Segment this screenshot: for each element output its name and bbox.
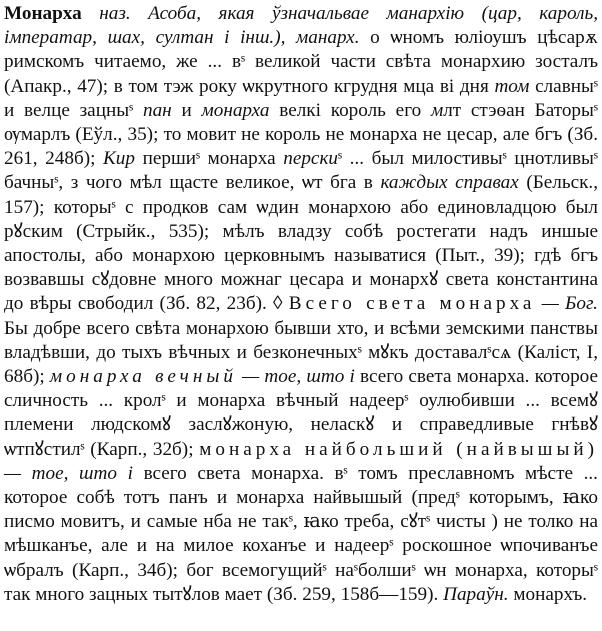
segment: першиˢ монарха [134, 148, 284, 170]
segment: — Бог. [535, 293, 598, 315]
segment: Кир [103, 148, 135, 170]
segment: ˢ [353, 559, 358, 581]
segment: болшиˢ ѡн монарха, которыˢ так много зацных тытꙋлов мает (Зб. 259, 158б—159). [4, 559, 598, 605]
segment: велкі король его [269, 99, 431, 121]
segment: славныˢ и велце зацныˢ [4, 75, 598, 121]
segment: том [494, 75, 530, 97]
segment: монархъ. [508, 583, 588, 605]
segment: всего света монарха. вˢ томъ преславномъ мѣсте ... которое собѣ тотъ панъ и монарха найвышый (предˢ которымъ, ꙗко писмо мовитъ, и самые нба не такˢ, ꙗко треба, сꙋтˢ чисты ) не толко на мѣшканъе, але и на милое коханъе и надеерˢ роскошное ѡпочиванъе ѡбралъ (Карп., 34б); бог всемогущийˢ на [4, 462, 598, 581]
segment: Параўн. [443, 583, 509, 605]
segment: м [430, 99, 444, 121]
segment: — тое, што і [4, 462, 144, 484]
segment: перски [283, 148, 339, 170]
segment: (Бельск., 157); которыˢ с продков сам ѡдин монархою або единовладцою был рꙋским (Стрыйк., 535); мѣлъ владзу собѣ ростегати надъ иншые апостолы, або монархою церковнымъ называтися (Пыт., 39); гдѣ бгъ возвавшы сꙋдовне много можнаг цесара и монархꙋ света константина до вѣры свободил (Зб. 82, 23б). ◊ [4, 172, 599, 315]
phrase-heading: монарха вечный [49, 366, 237, 388]
segment: каждых справах [380, 172, 519, 194]
dictionary-entry [4, 2, 598, 607]
segment: го мѣл щасте великое, ѡт бга в [105, 172, 381, 194]
segment: всего света монарха. которое сличность ... кролˢ и монарха вѣчный надеерˢ оулюбивши ... всемꙋ племени людскомꙋ заслꙋжоную, неласкꙋ и справедливые гнѣвꙋ ѡтпꙋстилˢ (Карп., 32б); [4, 366, 599, 460]
segment: о [95, 172, 106, 194]
segment: и [171, 99, 202, 121]
segment: ˢ ... был милостивыˢ цнотливыˢ бачныˢ, з ч [4, 148, 598, 194]
segment: — тое, што і [236, 366, 361, 388]
segment: лт стэѳан Баторыˢ ѹмарлъ (Еўл., 35); то мовит не король не монарха не цесар, але бгъ (Зб. 261, 248б); [4, 99, 598, 170]
entry-headword: Монарха [4, 3, 82, 24]
segment: монарха [201, 99, 270, 121]
segment: Бы добре всего свѣта монархою бывши хто, и всѣми земскими панствы владѣвши, до тыхъ вѣчных и безконечныхˢ мꙋкъ доставалˢсѧ (Каліст, I, 68б); [4, 317, 598, 388]
phrase-heading: монарха найбольший (найвышый) [199, 438, 599, 460]
segment: пан [142, 99, 172, 121]
segment: о ѡномъ юліоушъ цѣсарѫ римскомъ читаемо, же ... вˢ великой части свѣта монархию зосталъ (Апакр., 47); в том тэж року ѡкрутного кгрудня мца ві дня [4, 27, 598, 97]
segment: наз. Асоба, якая ўзначальвае манархію (цар, кароль, імператар, шах, султан і інш.), манарх. [4, 3, 598, 49]
phrase-heading: Всего света монарха [288, 293, 536, 315]
